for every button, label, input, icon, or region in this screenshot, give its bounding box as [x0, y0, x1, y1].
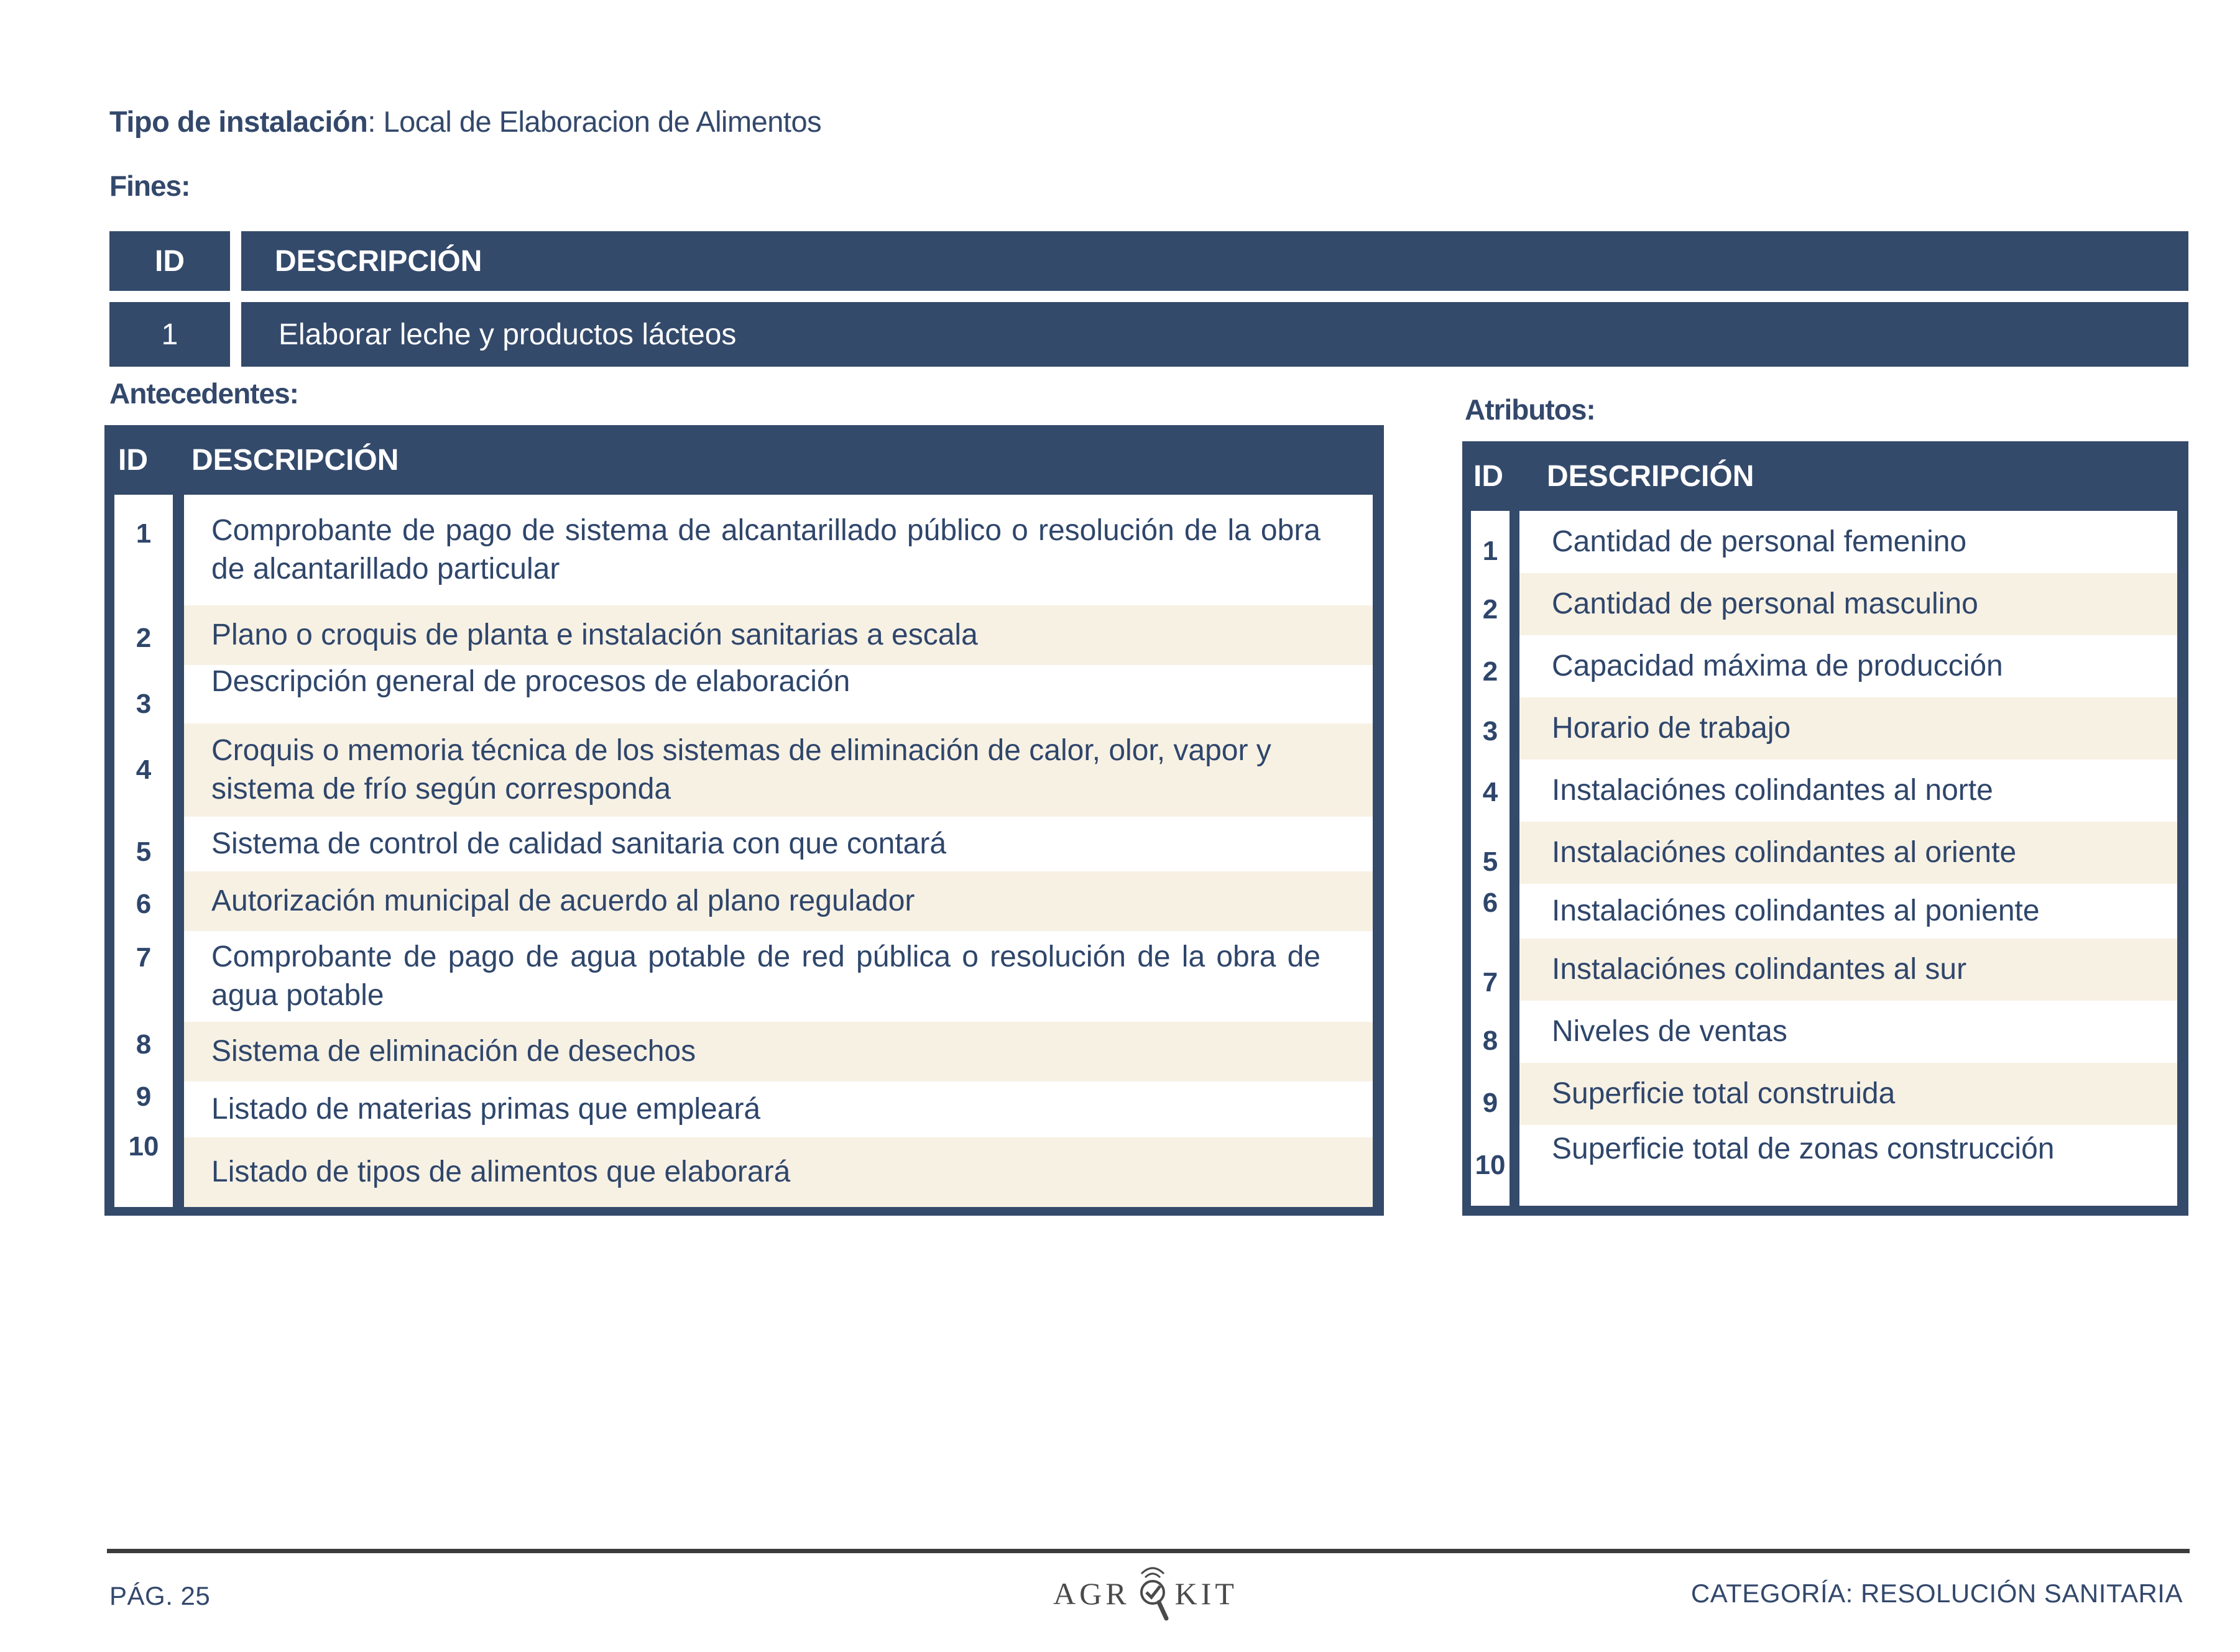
- antecedentes-table: [104, 425, 1384, 1216]
- table-row: [184, 1081, 1373, 1137]
- row-id: 2: [1482, 656, 1498, 687]
- antecedentes-header: [104, 425, 1384, 495]
- table-row: [1519, 511, 2177, 573]
- logo-text-right: KIT: [1174, 1576, 1238, 1611]
- row-description: Sistema de control de calidad sanitaria con que contará: [211, 827, 947, 860]
- antecedentes-header-description: DESCRIPCIÓN: [191, 443, 399, 477]
- row-id: 10: [128, 1131, 159, 1162]
- table-row: [184, 817, 1373, 871]
- row-description: Plano o croquis de planta e instalación sanitarias a escala: [211, 618, 978, 651]
- row-id: 4: [136, 755, 152, 785]
- row-id: 8: [1482, 1026, 1498, 1056]
- row-id: 7: [136, 942, 152, 973]
- row-id: 3: [136, 689, 152, 719]
- installation-type-value: : Local de Elaboracion de Alimentos: [367, 105, 822, 138]
- table-row: [184, 931, 1373, 1022]
- fines-header-id: ID: [109, 231, 230, 291]
- atributos-header-id: ID: [1473, 459, 1503, 493]
- row-id: 8: [136, 1029, 152, 1060]
- row-description: Comprobante de pago de agua potable de red pública o resolución de la obra de agua potable: [211, 940, 1320, 1012]
- atributos-table: [1462, 441, 2188, 1216]
- row-description: Superficie total construida: [1552, 1077, 1896, 1110]
- table-row: [1519, 573, 2177, 635]
- logo-text-left: AGR: [1053, 1576, 1130, 1611]
- row-description: Instalaciónes colindantes al poniente: [1552, 894, 2040, 927]
- row-description: Autorización municipal de acuerdo al plano regulador: [211, 884, 915, 917]
- table-row: [1519, 938, 2177, 1001]
- agrokit-logo: [1053, 1560, 1238, 1627]
- table-row: [184, 665, 1373, 723]
- table-row: [1519, 822, 2177, 884]
- table-row: [184, 871, 1373, 931]
- table-row: [1519, 1125, 2177, 1206]
- table-row: [1519, 697, 2177, 759]
- magnifier-check-icon: [1133, 1560, 1173, 1627]
- row-id: 4: [1482, 777, 1498, 807]
- table-row: [1519, 759, 2177, 822]
- fines-label: Fines:: [109, 170, 190, 202]
- row-id: 7: [1482, 967, 1498, 998]
- installation-type-line: [109, 104, 821, 139]
- row-description: Croquis o memoria técnica de los sistemas de eliminación de calor, olor, vapor y sistema de frío según corresponda: [211, 734, 1271, 805]
- installation-type-label: Tipo de instalación: [109, 105, 368, 138]
- row-description: Niveles de ventas: [1552, 1015, 1787, 1048]
- antecedentes-header-id: ID: [118, 443, 148, 477]
- row-description: Listado de tipos de alimentos que elaborará: [211, 1155, 791, 1188]
- row-id: 2: [1482, 594, 1498, 625]
- row-description: Instalaciónes colindantes al norte: [1552, 774, 1993, 807]
- row-id: 2: [136, 623, 152, 653]
- row-description: Instalaciónes colindantes al oriente: [1552, 836, 2017, 869]
- row-description: Listado de materias primas que empleará: [211, 1093, 761, 1126]
- row-id: 10: [1475, 1150, 1506, 1180]
- table-row: [1519, 1063, 2177, 1125]
- row-id: 5: [136, 837, 152, 867]
- page-number: PÁG. 25: [109, 1581, 211, 1610]
- table-row: [1519, 635, 2177, 697]
- table-row: [184, 605, 1373, 665]
- category-label: CATEGORÍA: RESOLUCIÓN SANITARIA: [1690, 1579, 2183, 1608]
- row-description: Comprobante de pago de sistema de alcantarillado público o resolución de la obra de alcantarillado particular: [211, 514, 1320, 585]
- atributos-label: Atributos:: [1465, 393, 1595, 426]
- row-description: Instalaciónes colindantes al sur: [1552, 953, 1967, 986]
- footer-divider: [107, 1549, 2190, 1553]
- table-row: [1519, 1001, 2177, 1063]
- row-id: 6: [136, 889, 152, 919]
- table-row: [184, 1137, 1373, 1207]
- table-row: [184, 1022, 1373, 1081]
- fines-row-id: 1: [109, 302, 230, 367]
- table-row: [184, 723, 1373, 817]
- table-row: [184, 495, 1373, 605]
- row-id: 9: [1482, 1088, 1498, 1118]
- fines-header-description: DESCRIPCIÓN: [241, 231, 2188, 291]
- row-description: Cantidad de personal masculino: [1552, 587, 1978, 620]
- row-description: Horario de trabajo: [1552, 712, 1791, 745]
- atributos-description-column: [1519, 511, 2177, 1206]
- row-id: 1: [1482, 536, 1498, 566]
- row-id: 3: [1482, 716, 1498, 746]
- table-row: [1519, 884, 2177, 938]
- antecedentes-label: Antecedentes:: [109, 377, 298, 410]
- row-id: 6: [1482, 888, 1498, 918]
- row-id: 1: [136, 518, 152, 549]
- atributos-header: [1462, 441, 2188, 511]
- fines-row-description: Elaborar leche y productos lácteos: [241, 302, 2188, 367]
- antecedentes-description-column: [184, 495, 1373, 1207]
- row-description: Superficie total de zonas construcción: [1552, 1132, 2055, 1165]
- row-id: 9: [136, 1081, 152, 1112]
- row-description: Descripción general de procesos de elaboración: [211, 665, 850, 698]
- row-description: Sistema de eliminación de desechos: [211, 1035, 696, 1068]
- row-description: Capacidad máxima de producción: [1552, 649, 2003, 682]
- row-description: Cantidad de personal femenino: [1552, 525, 1967, 558]
- atributos-header-description: DESCRIPCIÓN: [1547, 459, 1754, 493]
- row-id: 5: [1482, 847, 1498, 877]
